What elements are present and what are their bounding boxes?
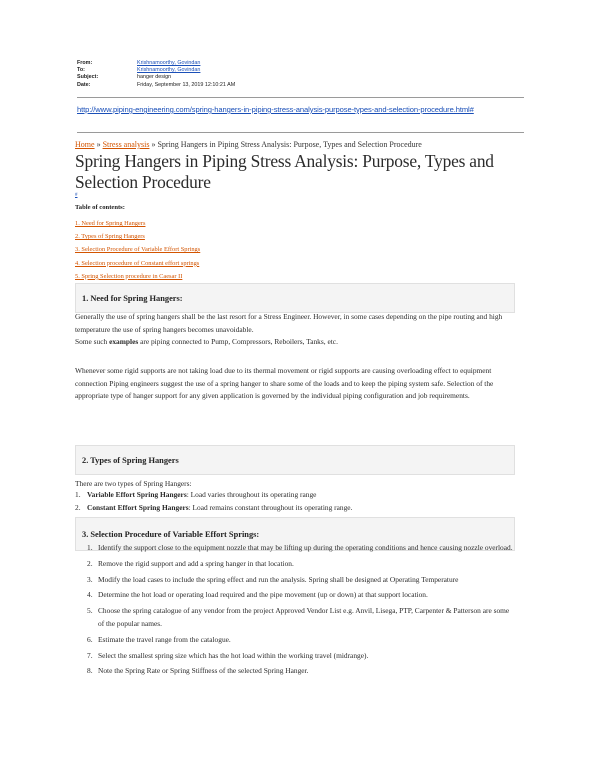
email-from-label: From: <box>77 60 93 66</box>
toc-link-caesar[interactable]: 5. Spring Selection procedure in Caesar II <box>75 272 183 280</box>
section-heading-need: 1. Need for Spring Hangers: <box>75 283 515 313</box>
section1-p2-suffix: are piping connected to Pump, Compressors, Reboilers, Tanks, etc. <box>138 337 338 346</box>
toc-link-types[interactable]: 2. Types of Spring Hangers <box>75 233 145 241</box>
breadcrumb-current: Spring Hangers in Piping Stress Analysis: Purpose, Types and Selection Procedure <box>157 140 422 149</box>
list-item-text: Choose the spring catalogue of any vendor from the project Approved Vendor List e.g. Anvil, Lisega, PTP, Carpenter & Patterson are some of the popular names. <box>98 606 510 628</box>
url-divider <box>77 132 524 133</box>
list-item <box>87 650 517 663</box>
header-divider <box>77 97 524 98</box>
toc-item <box>75 270 200 283</box>
email-to-value[interactable]: Krishnamoorthy, Govindan <box>137 67 201 74</box>
section2-intro: There are two types of Spring Hangers: <box>75 479 192 488</box>
section1-paragraph-3: Whenever some rigid supports are not taking load due to its thermal movement or rigid supports are causing overloading effect to equipment connection Piping engineers suggest the use of a spring hanger to share some of the loads and to keep the piping system safe. Selection of the appropriate type of hanger support for any given application is governed by the individual piping configuration and job requirements. <box>75 366 494 401</box>
list-item-text: Modify the load cases to include the spring effect and run the analysis. Spring shall be designed at Operating Temperature <box>98 574 459 584</box>
toc-item <box>75 243 200 256</box>
breadcrumb-home-link[interactable]: Home <box>75 140 95 149</box>
section1-paragraph-1: Generally the use of spring hangers shall be the last resort for a Stress Engineer. However, in some cases depending on the pipe routing and high temperature the use of spring hangers becomes unavoidable. <box>75 312 503 334</box>
section1-p2-bold: examples <box>109 337 139 346</box>
page-title: Spring Hangers in Piping Stress Analysis: Purpose, Types and Selection Procedure <box>75 151 494 192</box>
email-header <box>77 60 537 89</box>
section1-paragraph-2 <box>75 336 522 349</box>
toc-item <box>75 230 200 243</box>
list-item <box>75 502 522 515</box>
list-item <box>87 605 517 631</box>
source-url-link[interactable]: http://www.piping-engineering.com/spring-hangers-in-piping-stress-analysis-purpose-types-and-selection-procedure.html# <box>77 105 474 114</box>
list-item <box>87 574 517 587</box>
email-subject-row <box>77 74 537 81</box>
toc-list <box>75 217 200 283</box>
list-number: 2. <box>87 558 93 568</box>
list-item-text: Determine the hot load or operating load required and the pipe movement (up or down) at that support location. <box>98 590 428 600</box>
toc-item <box>75 257 200 270</box>
list-item-text: Estimate the travel range from the catalogue. <box>98 634 231 644</box>
list-item-text: Note the Spring Rate or Spring Stiffness of the selected Spring Hanger. <box>98 666 309 676</box>
email-to-row <box>77 67 537 74</box>
email-date-label: Date: <box>77 81 91 88</box>
toc-link-variable[interactable]: 3. Selection Procedure of Variable Effort Springs <box>75 246 201 254</box>
list-number: 3. <box>87 574 93 584</box>
email-subject-label: Subject: <box>77 74 99 81</box>
list-item <box>87 558 517 571</box>
toc-title: Table of contents: <box>75 204 125 211</box>
email-to-label: To: <box>77 67 85 74</box>
list-number: 6. <box>87 634 93 644</box>
types-list <box>75 489 522 514</box>
procedure-list <box>87 542 517 681</box>
list-number: 1. <box>87 543 93 552</box>
list-item-text: Remove the rigid support and add a spring hanger in that location. <box>98 558 294 568</box>
email-date-row <box>77 82 537 89</box>
list-item-bold: Constant Effort Spring Hangers <box>87 502 189 512</box>
toc-item <box>75 217 200 230</box>
email-subject-value: hanger design <box>137 74 172 81</box>
list-item <box>87 589 517 602</box>
list-item <box>87 634 517 647</box>
breadcrumb-separator: » <box>94 140 103 149</box>
list-number: 8. <box>87 666 93 676</box>
list-item <box>87 665 517 678</box>
toc-link-constant[interactable]: 4. Selection procedure of Constant effort springs <box>75 259 200 267</box>
email-date-value: Friday, September 13, 2019 12:10:21 AM <box>137 81 236 88</box>
toc-link-need[interactable]: 1. Need for Spring Hangers <box>75 220 146 227</box>
list-number: 2. <box>75 502 81 512</box>
list-item-text: : Load remains constant throughout its operating range. <box>188 502 353 512</box>
list-number: 4. <box>87 590 93 600</box>
section-heading-variable-effort: 3. Selection Procedure of Variable Effort Springs: <box>75 517 515 551</box>
list-item-text: Select the smallest spring size which has the hot load within the working travel (midrange). <box>98 650 369 660</box>
list-item <box>87 542 517 555</box>
anchor-link[interactable]: # <box>75 193 78 198</box>
email-from-value[interactable]: Krishnamoorthy, Govindan <box>137 60 201 66</box>
breadcrumb <box>75 140 525 150</box>
list-number: 7. <box>87 650 93 660</box>
list-item <box>75 489 522 502</box>
breadcrumb-separator: » <box>149 140 158 149</box>
breadcrumb-category-link[interactable]: Stress analysis <box>102 140 150 149</box>
email-from-row <box>77 60 537 67</box>
list-number: 1. <box>75 490 81 499</box>
section-heading-types: 2. Types of Spring Hangers <box>75 445 515 475</box>
section1-p2-prefix: Some such <box>75 337 110 346</box>
list-number: 5. <box>87 606 93 616</box>
list-item-bold: Variable Effort Spring Hangers <box>87 490 187 499</box>
list-item-text: : Load varies throughout its operating range <box>186 490 317 499</box>
list-item-text: Identify the support close to the equipment nozzle that may be lifting up during the operating conditions and hence causing nozzle overload. <box>98 543 513 552</box>
